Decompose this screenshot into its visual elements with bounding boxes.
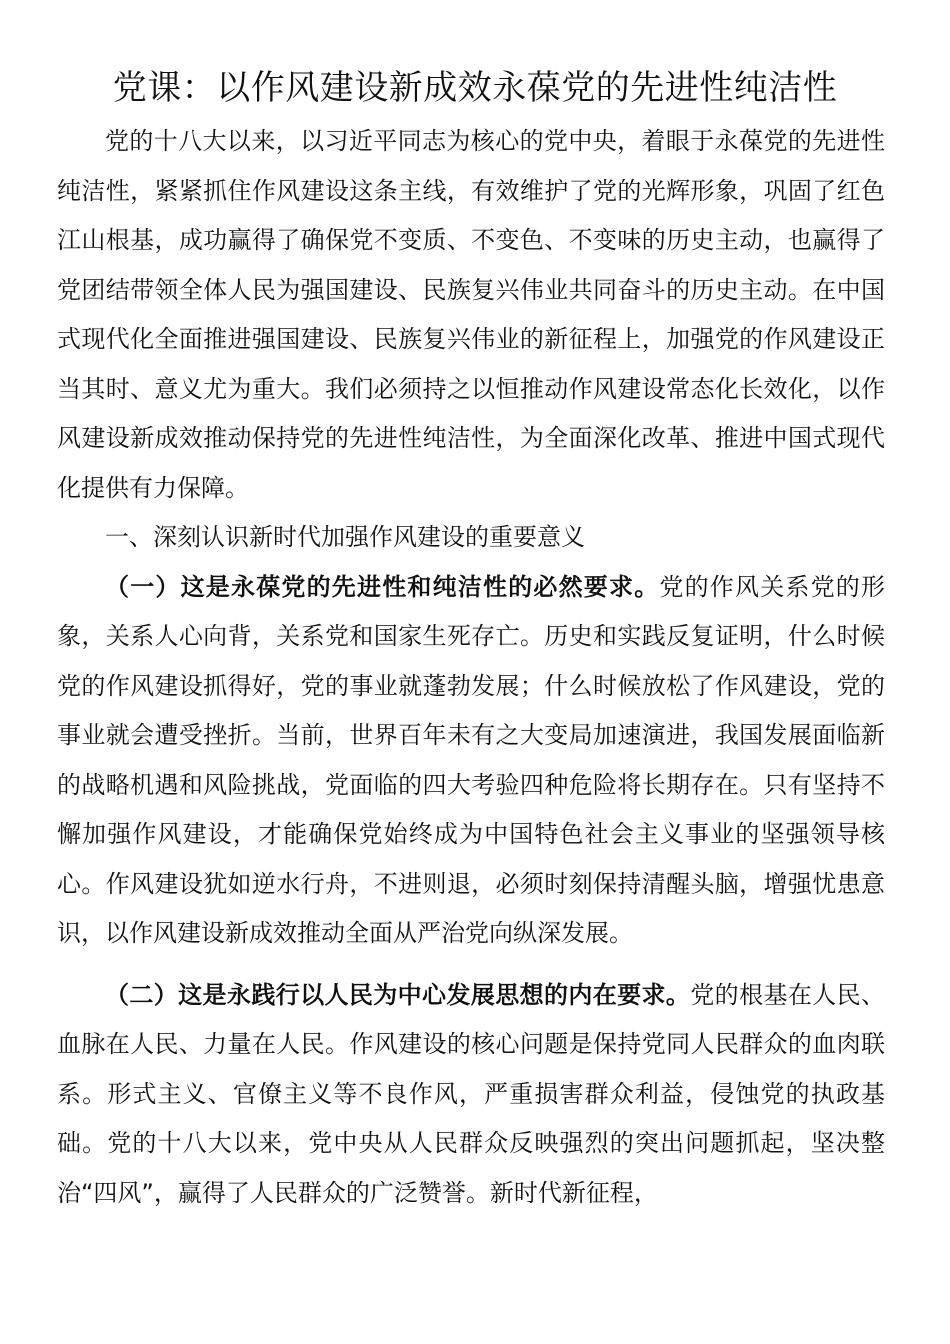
intro-paragraph: 党的十八大以来，以习近平同志为核心的党中央，着眼于永葆党的先进性纯洁性，紧紧抓住作风建设这条主线，有效维护了党的光辉形象，巩固了红色江山根基，成功赢得了确保党不变质、不变色、不变味的历史主动，也赢得了党团结带领全体人民为强国建设、民族复兴伟业共同奋斗的历史主动。在中国式现代化全面推进强国建设、民族复兴伟业的新征程上，加强党的作风建设正当其时、意义尤为重大。我们必须持之以恒推动作风建设常态化长效化，以作风建设新成效推动保持党的先进性纯洁性，为全面深化改革、推进中国式现代化提供有力保障。	[57, 127, 885, 502]
subsection-2-paragraph	[57, 971, 885, 1219]
document-body	[57, 117, 885, 1218]
subsection-1-lead: （一）这是永葆党的先进性和纯洁性的必然要求。	[105, 572, 660, 601]
section-heading: 一、深刻认识新时代加强作风建设的重要意义	[105, 523, 585, 551]
subsection-1-paragraph	[57, 563, 885, 959]
subsection-1-body: 党的作风关系党的形象，关系人心向背，关系党和国家生死存亡。历史和实践反复证明，什么时候党的作风建设抓得好，党的事业就蓬勃发展；什么时候放松了作风建设，党的事业就会遭受挫折。当前，世界百年未有之大变局加速演进，我国发展面临新的战略机遇和风险挑战，党面临的四大考验四种危险将长期存在。只有坚持不懈加强作风建设，才能确保党始终成为中国特色社会主义事业的坚强领导核心。作风建设犹如逆水行舟，不进则退，必须时刻保持清醒头脑，增强忧患意识，以作风建设新成效推动全面从严治党向纵深发展。	[57, 572, 886, 947]
document-title: 党课：以作风建设新成效永葆党的先进性纯洁性	[112, 68, 838, 108]
subsection-2-lead: （二）这是永践行以人民为中心发展思想的内在要求。	[105, 980, 691, 1009]
subsection-2-body: 党的根基在人民、血脉在人民、力量在人民。作风建设的核心问题是保持党同人民群众的血肉联系。形式主义、官僚主义等不良作风，严重损害群众利益，侵蚀党的执政基础。党的十八大以来，党中央从人民群众反映强烈的突出问题抓起，坚决整治“四风”，赢得了人民群众的广泛赞誉。新时代新征程，	[57, 980, 886, 1207]
